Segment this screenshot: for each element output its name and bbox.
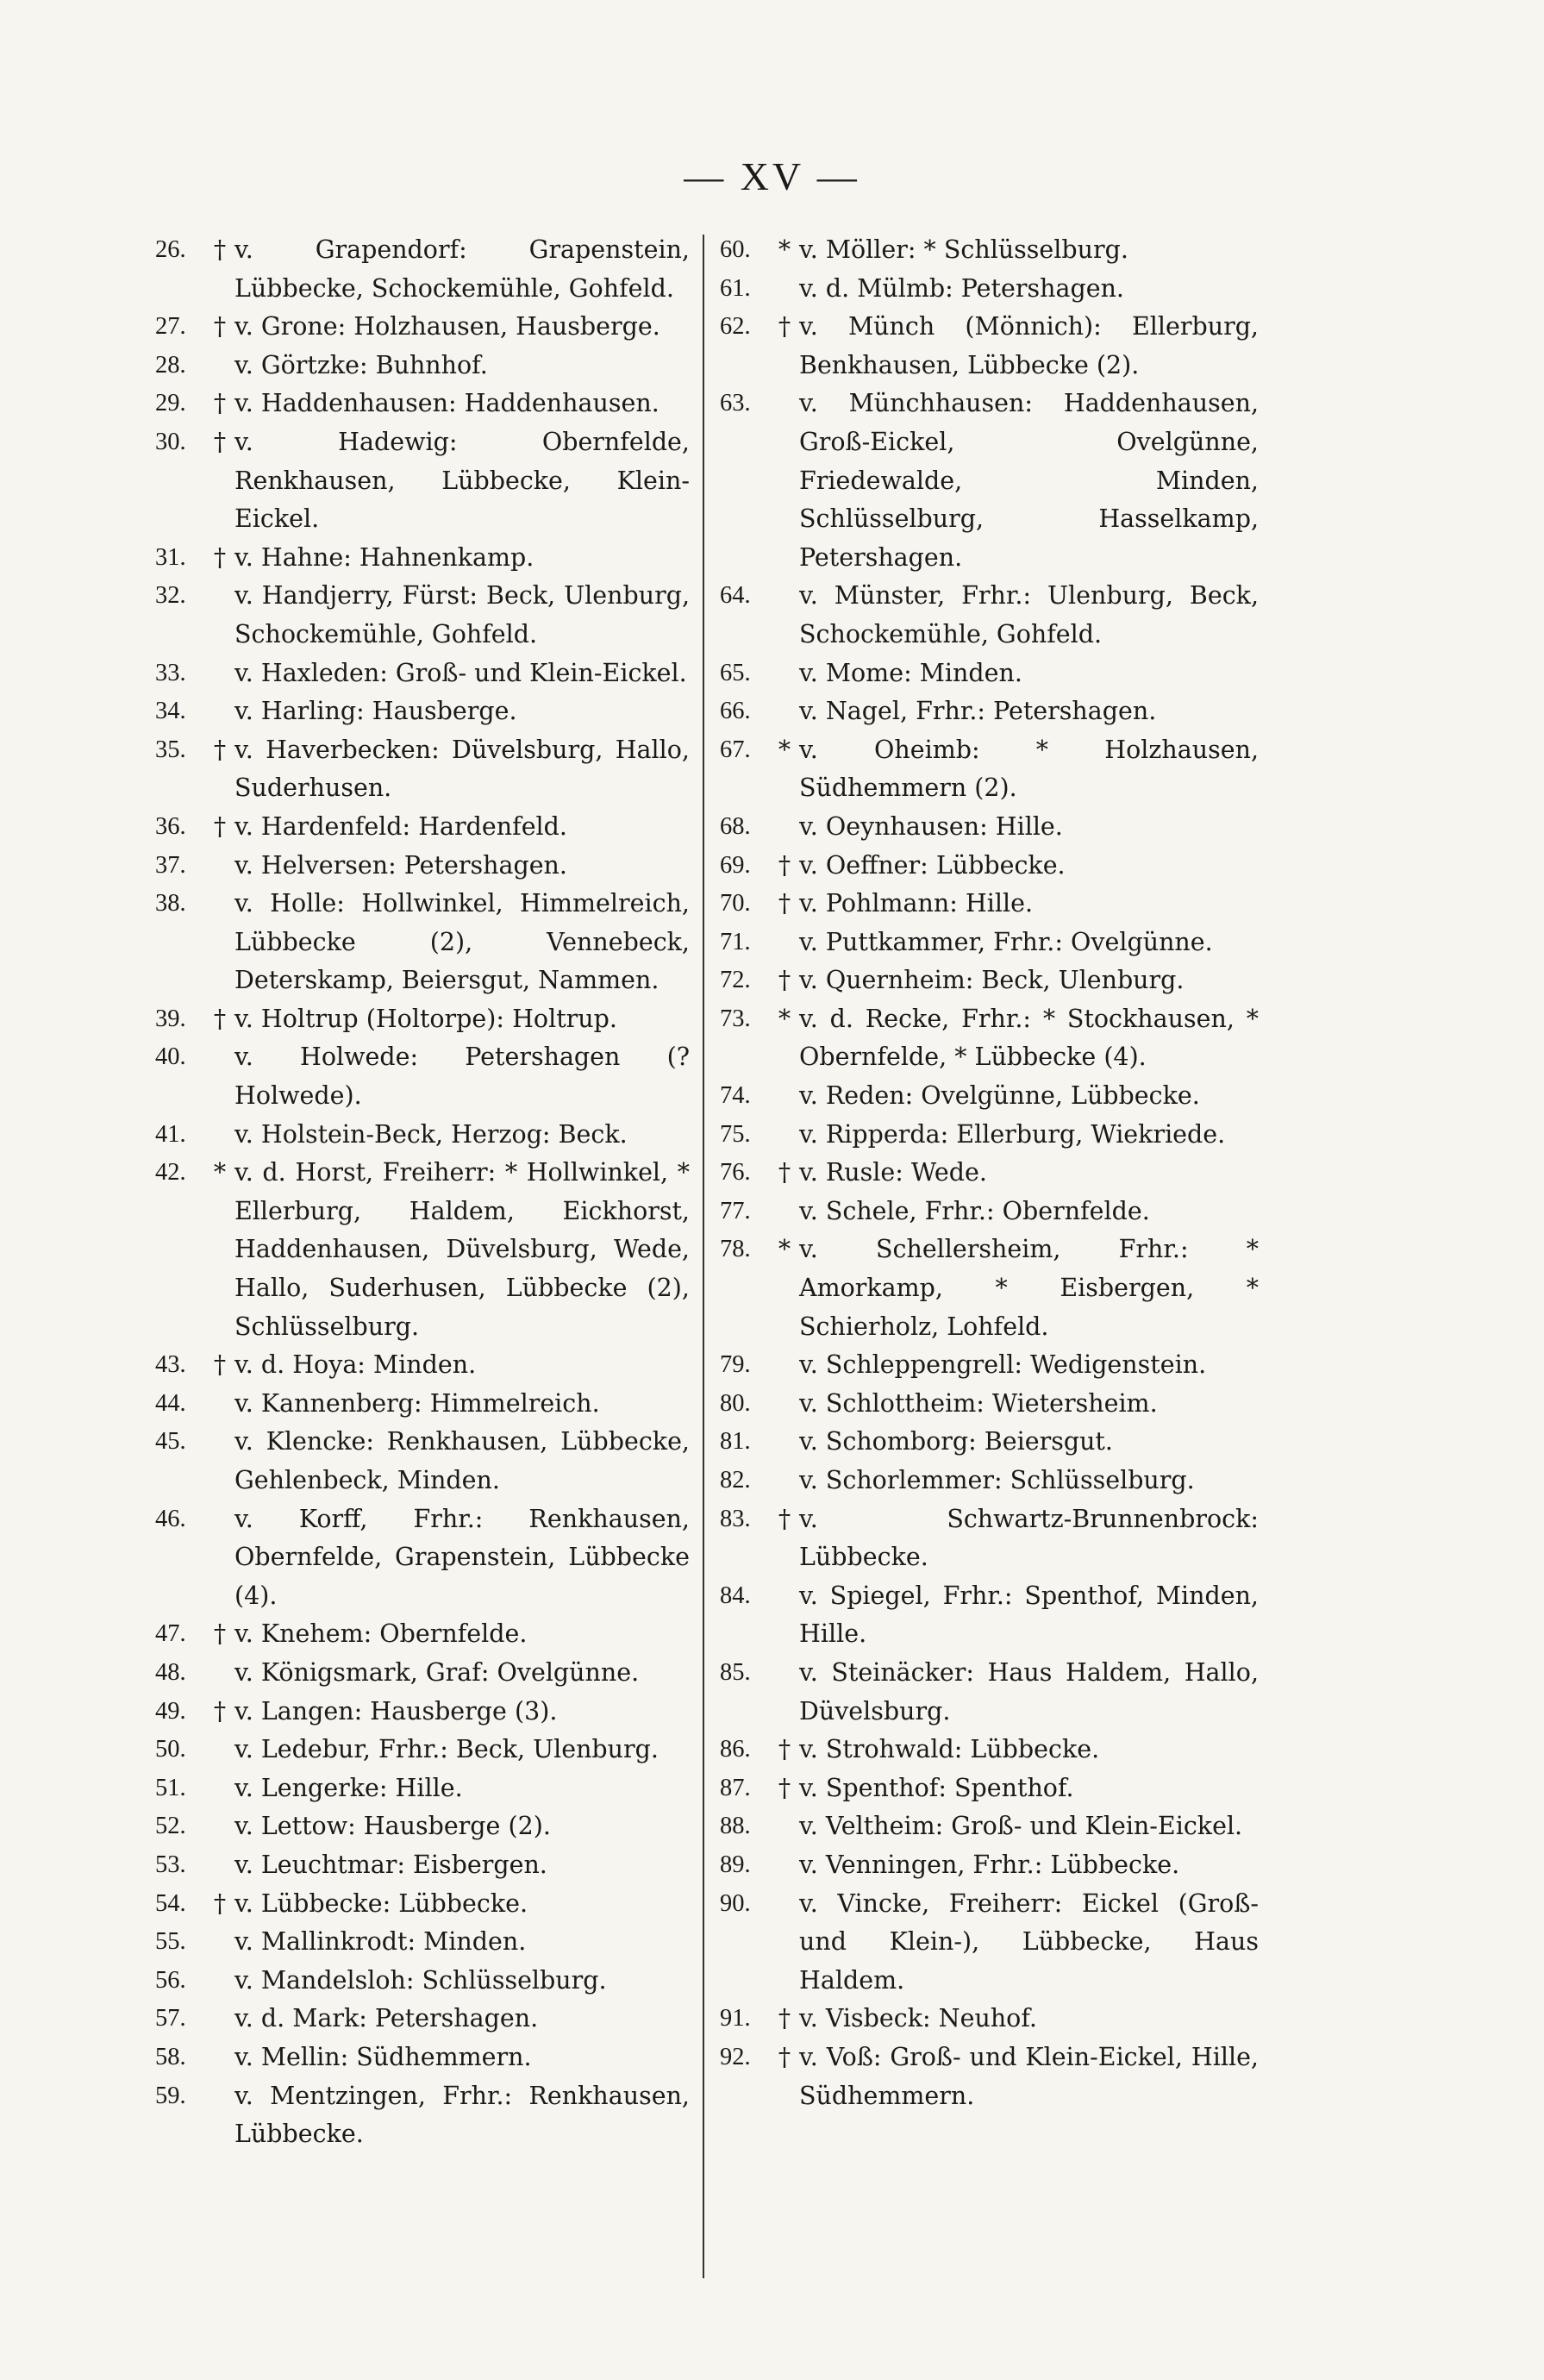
entry-number: 51.: [155, 1774, 186, 1801]
entry-number: 38.: [155, 890, 186, 918]
entry-text: v. Königsmark, Graf: Ovelgünne.: [234, 1657, 640, 1687]
entry-mark: [209, 1807, 231, 1846]
entry: [155, 539, 690, 578]
entry-text: v. Schomborg: Beiersgut.: [799, 1427, 1113, 1456]
entry: [155, 1346, 690, 1385]
entry-number: 91.: [720, 2005, 751, 2032]
entry-text: v. Schlottheim: Wietersheim.: [799, 1388, 1158, 1418]
entry-mark: [773, 385, 796, 577]
entry-text: v. Handjerry, Fürst: Beck, Ulenburg, Schockemühle, Gohfeld.: [234, 581, 690, 648]
entry-text: v. Lettow: Hausberge (2).: [234, 1812, 551, 1841]
entry-mark: [209, 2077, 231, 2154]
entry-text: v. Harling: Hausberge.: [234, 697, 517, 726]
entry: [155, 1923, 690, 1962]
entry-text: v. Münster, Frhr.: Ulenburg, Beck, Schockemühle, Gohfeld.: [799, 581, 1259, 648]
entry-number: 54.: [155, 1889, 186, 1917]
entry-mark: †: [778, 1773, 791, 1802]
entry: [155, 347, 690, 385]
entry-mark: †: [778, 2004, 791, 2033]
entry-text: v. Haxleden: Groß- und Klein-Eickel.: [234, 658, 687, 687]
entry-mark: [773, 1077, 796, 1116]
entry: [720, 308, 1259, 385]
entry-number: 46.: [155, 1505, 186, 1532]
entry-text: v. Holstein-Beck, Herzog: Beck.: [234, 1119, 628, 1149]
entry-text: v. Strohwald: Lübbecke.: [799, 1735, 1100, 1764]
entry-text: v. Holtrup (Holtorpe): Holtrup.: [234, 1004, 617, 1033]
entry-number: 31.: [155, 543, 186, 571]
entry-number: 88.: [720, 1813, 751, 1840]
entry: [155, 385, 690, 423]
entry-mark: [209, 1731, 231, 1769]
entry-number: 39.: [155, 1005, 186, 1032]
entry-number: 45.: [155, 1428, 186, 1456]
entry: [155, 731, 690, 808]
entry: [155, 2077, 690, 2154]
entry-mark: [773, 924, 796, 962]
entry: [155, 2000, 690, 2039]
entry-text: v. Leuchtmar: Eisbergen.: [234, 1850, 547, 1879]
entry-text: v. Hadewig: Obernfelde, Renkhausen, Lübbecke, Klein-Eickel.: [234, 427, 690, 534]
entry: [720, 808, 1259, 847]
entry-mark: *: [778, 1004, 791, 1033]
entry-text: v. Spenthof: Spenthof.: [799, 1773, 1074, 1802]
entry: [720, 1154, 1259, 1193]
entry-mark: *: [778, 235, 791, 264]
entry-mark: †: [213, 811, 227, 841]
entry-text: v. Schwartz-Brunnenbrock: Lübbecke.: [799, 1504, 1259, 1572]
entry-mark: [209, 1500, 231, 1616]
entry-text: v. Nagel, Frhr.: Petershagen.: [799, 697, 1157, 726]
entry: [155, 1654, 690, 1693]
entry-text: v. Klencke: Renkhausen, Lübbecke, Gehlenbeck, Minden.: [234, 1427, 690, 1494]
entry-text: v. Hardenfeld: Hardenfeld.: [234, 811, 567, 841]
entry-mark: †: [778, 2042, 791, 2071]
entry-number: 77.: [720, 1197, 751, 1224]
entry-number: 62.: [720, 313, 751, 341]
entry-mark: [209, 1962, 231, 2001]
entry-number: 81.: [720, 1428, 751, 1456]
entry-mark: †: [213, 1619, 227, 1649]
entry-text: v. Hahne: Hahnenkamp.: [234, 542, 534, 572]
entry: [155, 1385, 690, 1424]
entry: [720, 1769, 1259, 1808]
entry: [720, 2039, 1259, 2115]
entry-mark: [773, 1577, 796, 1654]
entry-number: 34.: [155, 698, 186, 725]
entry: [720, 1385, 1259, 1424]
entry-number: 65.: [720, 659, 751, 686]
entry-mark: [773, 1423, 796, 1462]
entry-mark: †: [213, 1004, 227, 1033]
entry-number: 74.: [720, 1082, 751, 1110]
entry-mark: [773, 1462, 796, 1500]
entry: [720, 1077, 1259, 1116]
column-divider: [703, 235, 704, 2278]
entry-text: v. Mellin: Südhemmern.: [234, 2042, 532, 2071]
entry-text: v. Lübbecke: Lübbecke.: [234, 1888, 528, 1918]
entry-number: 43.: [155, 1351, 186, 1379]
entry-mark: [209, 1923, 231, 1962]
entry-mark: [773, 1193, 796, 1231]
entry-mark: †: [213, 389, 227, 418]
entry: [720, 1731, 1259, 1769]
entry-text: v. Reden: Ovelgünne, Lübbecke.: [799, 1081, 1200, 1111]
entry-number: 75.: [720, 1120, 751, 1148]
entry-text: v. Rusle: Wede.: [799, 1158, 987, 1187]
entry-mark: †: [778, 1735, 791, 1764]
left-column: [155, 231, 690, 2154]
entry-number: 71.: [720, 928, 751, 955]
entry: [720, 1346, 1259, 1385]
entry-mark: †: [778, 312, 791, 341]
entry-number: 48.: [155, 1658, 186, 1686]
page-number: — XV —: [684, 154, 860, 198]
entry: [155, 1038, 690, 1115]
entry-text: v. Voß: Groß- und Klein-Eickel, Hille, Südhemmern.: [799, 2042, 1259, 2110]
entry: [720, 885, 1259, 924]
entry-number: 35.: [155, 736, 186, 763]
entry-text: v. Münch (Mönnich): Ellerburg, Benkhausen, Lübbecke (2).: [799, 312, 1259, 379]
entry-text: v. Langen: Hausberge (3).: [234, 1696, 558, 1726]
entry-text: v. d. Horst, Freiherr: * Hollwinkel, * Ellerburg, Haldem, Eickhorst, Haddenhausen, Düvelsburg, Wede, Hallo, Suderhusen, Lübbecke (2), Schlüsselburg.: [234, 1158, 690, 1341]
entry-number: 58.: [155, 2043, 186, 2070]
entry-number: 49.: [155, 1697, 186, 1725]
entry-mark: †: [213, 235, 227, 264]
entry: [720, 270, 1259, 309]
entry-text: v. Ledebur, Frhr.: Beck, Ulenburg.: [234, 1735, 659, 1764]
entry: [720, 1423, 1259, 1462]
entry-text: v. Holwede: Petershagen (?Holwede).: [234, 1043, 690, 1111]
entry: [720, 961, 1259, 1000]
entry-number: 87.: [720, 1774, 751, 1801]
entry-text: v. Oeffner: Lübbecke.: [799, 850, 1066, 880]
entry: [155, 1962, 690, 2001]
entry-mark: [773, 1116, 796, 1155]
entry-mark: [209, 347, 231, 385]
entry-mark: †: [778, 889, 791, 918]
entry-mark: [209, 885, 231, 1000]
entry: [720, 2000, 1259, 2039]
entry-number: 55.: [155, 1928, 186, 1956]
entry-number: 89.: [720, 1851, 751, 1878]
entry-text: v. Oeynhausen: Hille.: [799, 811, 1063, 841]
entry: [155, 1807, 690, 1846]
entry-number: 44.: [155, 1389, 186, 1417]
entry-text: v. Quernheim: Beck, Ulenburg.: [799, 966, 1185, 995]
entry-number: 72.: [720, 967, 751, 994]
entry-mark: [773, 1846, 796, 1885]
entry: [155, 2039, 690, 2077]
entry-number: 68.: [720, 812, 751, 840]
entry: [720, 1577, 1259, 1654]
entry-text: v. Visbeck: Neuhof.: [799, 2004, 1037, 2033]
entry-mark: [209, 2000, 231, 2039]
entry-mark: †: [778, 850, 791, 880]
entry-number: 79.: [720, 1351, 751, 1379]
entry-mark: [773, 577, 796, 654]
entry: [720, 731, 1259, 808]
entry-text: v. Ripperda: Ellerburg, Wiekriede.: [799, 1119, 1226, 1149]
entry-number: 67.: [720, 736, 751, 763]
entry-number: 27.: [155, 313, 186, 341]
entry-mark: [209, 1038, 231, 1115]
entry: [720, 692, 1259, 731]
entry-text: v. Kannenberg: Himmelreich.: [234, 1388, 600, 1418]
entry-mark: [773, 1885, 796, 2001]
entry-text: v. Spiegel, Frhr.: Spenthof, Minden, Hille.: [799, 1581, 1259, 1649]
entry-number: 78.: [720, 1236, 751, 1263]
entry-mark: †: [778, 1504, 791, 1533]
entry: [155, 847, 690, 886]
entry-text: v. d. Hoya: Minden.: [234, 1350, 477, 1380]
entry-mark: [209, 2039, 231, 2077]
entry-number: 63.: [720, 390, 751, 417]
entry-number: 83.: [720, 1505, 751, 1532]
entry-number: 86.: [720, 1736, 751, 1763]
entry-mark: †: [213, 735, 227, 764]
entry-text: v. Schorlemmer: Schlüsselburg.: [799, 1466, 1195, 1494]
entry-mark: †: [213, 1696, 227, 1726]
entry: [720, 1500, 1259, 1577]
entry-number: 70.: [720, 890, 751, 918]
entry-number: 32.: [155, 582, 186, 610]
entry-mark: [773, 1346, 796, 1385]
entry: [720, 1654, 1259, 1731]
entry-number: 40.: [155, 1043, 186, 1071]
entry-mark: [773, 270, 796, 309]
entry-number: 50.: [155, 1736, 186, 1763]
entry-text: v. Möller: * Schlüsselburg.: [799, 235, 1128, 264]
entry-text: v. Grone: Holzhausen, Hausberge.: [234, 312, 660, 341]
entry: [720, 1885, 1259, 2001]
entry: [155, 692, 690, 731]
entry-number: 92.: [720, 2043, 751, 2070]
entry: [155, 654, 690, 693]
entry-number: 59.: [155, 2082, 186, 2109]
entry-mark: [209, 654, 231, 693]
entry-mark: †: [213, 427, 227, 456]
entry: [720, 1462, 1259, 1500]
right-column: [720, 231, 1259, 2115]
entry-text: v. Haddenhausen: Haddenhausen.: [234, 389, 659, 418]
entry: [155, 1769, 690, 1808]
entry: [720, 577, 1259, 654]
entry-text: v. Schele, Frhr.: Obernfelde.: [799, 1196, 1150, 1225]
entry: [720, 1000, 1259, 1077]
entry: [155, 1000, 690, 1039]
entry-mark: †: [778, 966, 791, 995]
entry-mark: [773, 654, 796, 693]
entry-mark: [209, 577, 231, 654]
entry-text: v. Grapendorf: Grapenstein, Lübbecke, Schockemühle, Gohfeld.: [234, 235, 690, 303]
entry-mark: *: [213, 1158, 227, 1187]
entry: [155, 1154, 690, 1346]
entry-number: 85.: [720, 1658, 751, 1686]
entry-mark: [209, 1423, 231, 1500]
entry: [155, 577, 690, 654]
entry-number: 90.: [720, 1889, 751, 1917]
entry-number: 69.: [720, 851, 751, 879]
entry-number: 41.: [155, 1120, 186, 1148]
entry-text: v. Venningen, Frhr.: Lübbecke.: [799, 1850, 1180, 1879]
entry-mark: †: [778, 1158, 791, 1187]
entry-number: 66.: [720, 698, 751, 725]
entry-mark: [773, 692, 796, 731]
entry-mark: [773, 1654, 796, 1731]
entry-number: 33.: [155, 659, 186, 686]
entry-number: 76.: [720, 1159, 751, 1187]
entry: [720, 924, 1259, 962]
entry: [155, 1693, 690, 1732]
entry-text: v. Schellersheim, Frhr.: * Amorkamp, * Eisbergen, * Schierholz, Lohfeld.: [799, 1235, 1259, 1341]
entry: [720, 231, 1259, 270]
entry: [720, 1193, 1259, 1231]
entry-mark: †: [213, 312, 227, 341]
entry-number: 28.: [155, 351, 186, 379]
entry: [155, 1423, 690, 1500]
entry: [155, 1500, 690, 1616]
entry-text: v. Veltheim: Groß- und Klein-Eickel.: [799, 1812, 1243, 1841]
entry-number: 60.: [720, 236, 751, 263]
entry-mark: [209, 1769, 231, 1808]
entry-mark: †: [213, 1350, 227, 1380]
entry-number: 37.: [155, 851, 186, 879]
entry: [720, 1846, 1259, 1885]
entry-text: v. Puttkammer, Frhr.: Ovelgünne.: [799, 927, 1213, 956]
entry-number: 42.: [155, 1159, 186, 1187]
entry-mark: *: [778, 1235, 791, 1264]
entry-number: 56.: [155, 1966, 186, 1994]
entry-mark: [209, 692, 231, 731]
entry-text: v. Helversen: Petershagen.: [234, 850, 567, 880]
entry-mark: †: [213, 542, 227, 572]
entry-text: v. Görtzke: Buhnhof.: [234, 350, 488, 379]
entry-mark: [209, 847, 231, 886]
entry-text: v. d. Mülmb: Petershagen.: [799, 273, 1124, 303]
entry-mark: [773, 1807, 796, 1846]
entry-number: 30.: [155, 428, 186, 455]
entry-text: v. Mentzingen, Frhr.: Renkhausen, Lübbecke.: [234, 2081, 690, 2149]
entry-number: 53.: [155, 1851, 186, 1878]
entry-mark: [209, 1654, 231, 1693]
entry-number: 26.: [155, 236, 186, 263]
entry: [155, 1615, 690, 1654]
entry-number: 29.: [155, 390, 186, 417]
entry-text: v. d. Mark: Petershagen.: [234, 2004, 539, 2033]
entry-number: 84.: [720, 1581, 751, 1609]
entry-number: 64.: [720, 582, 751, 610]
entry: [720, 847, 1259, 886]
entry: [155, 1885, 690, 1924]
entry-number: 36.: [155, 812, 186, 840]
entry-mark: [209, 1116, 231, 1155]
entry: [155, 808, 690, 847]
entry: [155, 1731, 690, 1769]
entry-text: v. Mallinkrodt: Minden.: [234, 1927, 527, 1957]
entry-mark: [773, 808, 796, 847]
entry-text: v. Holle: Hollwinkel, Himmelreich, Lübbecke (2), Vennebeck, Deterskamp, Beiersgut, Nammen.: [234, 889, 690, 995]
entry-text: v. Mome: Minden.: [799, 658, 1022, 687]
entry-number: 47.: [155, 1620, 186, 1648]
entry: [155, 1846, 690, 1885]
entry-number: 61.: [720, 274, 751, 302]
entry-text: v. Lengerke: Hille.: [234, 1773, 463, 1802]
entry-text: v. Steinäcker: Haus Haldem, Hallo, Düvelsburg.: [799, 1657, 1259, 1726]
entry: [155, 308, 690, 347]
entry: [720, 654, 1259, 693]
entry-mark: *: [778, 735, 791, 764]
entry-mark: †: [213, 1888, 227, 1918]
entry-number: 82.: [720, 1467, 751, 1494]
entry-number: 73.: [720, 1005, 751, 1032]
entry-number: 80.: [720, 1389, 751, 1417]
entry: [155, 885, 690, 1000]
entry: [720, 1231, 1259, 1346]
entry: [720, 1807, 1259, 1846]
entry-text: v. Schleppengrell: Wedigenstein.: [799, 1350, 1207, 1380]
entry-mark: [209, 1385, 231, 1424]
entry: [155, 423, 690, 539]
entry-text: v. Vincke, Freiherr: Eickel (Groß- und Klein-), Lübbecke, Haus Haldem.: [799, 1888, 1259, 1995]
entry: [720, 385, 1259, 577]
entry: [155, 231, 690, 308]
entry-number: 57.: [155, 2005, 186, 2032]
entry-mark: [773, 1385, 796, 1424]
entry: [155, 1116, 690, 1155]
entry-text: v. Münchhausen: Haddenhausen, Groß-Eickel, Ovelgünne, Friedewalde, Minden, Schlüsselburg, Hasselkamp, Petershagen.: [799, 389, 1259, 572]
entry-text: v. Korff, Frhr.: Renkhausen, Obernfelde, Grapenstein, Lübbecke (4).: [234, 1504, 690, 1610]
entry-text: v. Pohlmann: Hille.: [799, 889, 1034, 918]
entry-text: v. Haverbecken: Düvelsburg, Hallo, Suderhusen.: [234, 735, 690, 803]
entry-number: 52.: [155, 1813, 186, 1840]
entry-text: v. d. Recke, Frhr.: * Stockhausen, * Obernfelde, * Lübbecke (4).: [799, 1004, 1259, 1072]
entry: [720, 1116, 1259, 1155]
entry-text: v. Mandelsloh: Schlüsselburg.: [234, 1965, 607, 1995]
entry-text: v. Oheimb: * Holzhausen, Südhemmern (2).: [799, 735, 1259, 803]
entry-text: v. Knehem: Obernfelde.: [234, 1619, 528, 1649]
entry-mark: [209, 1846, 231, 1885]
